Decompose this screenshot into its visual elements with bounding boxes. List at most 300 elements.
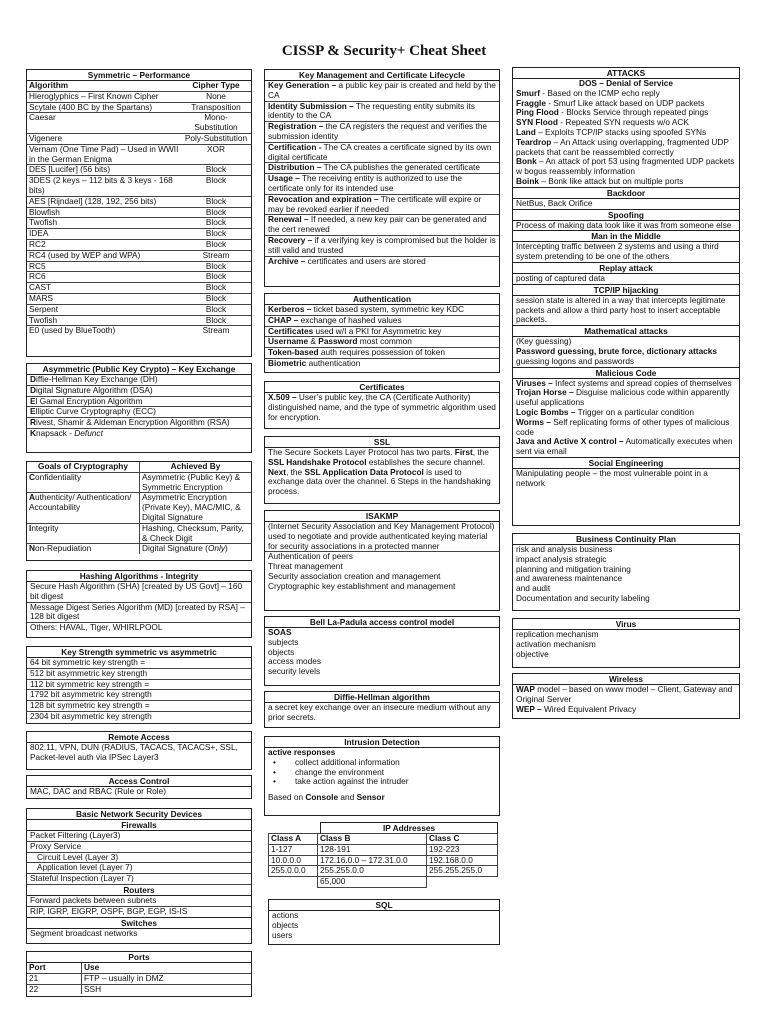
network-devices-header: Basic Network Security Devices: [27, 809, 251, 820]
isakmp-line: Threat management: [268, 561, 343, 572]
wap-term: WAP: [516, 684, 535, 694]
algorithm-name: Twofish: [29, 314, 58, 325]
cipher-type: Block: [205, 282, 227, 293]
ip-cell: 192.168.0.0: [427, 855, 498, 866]
tcpip-hijacking-subheader: TCP/IP hijacking: [513, 284, 739, 296]
x509-description: User’s public key, the CA (Certificate Authority) distinguished name, and the type of symmetric algorithm used for encryption.: [268, 392, 496, 422]
asymmetric-text: lliptic Curve Cryptography (ECC): [35, 406, 156, 417]
dos-attack-name: Land: [516, 126, 536, 137]
ssl-text-part: is used to exchange data over the channel. 6 Steps in the handshaking process.: [268, 466, 491, 497]
authentication-description: exchange of hashed values: [298, 314, 402, 325]
asymmetric-text: iffie-Hellman Key Exchange (DH): [36, 374, 158, 384]
dos-attack-description: - Repeated SYN requests w/o ACK: [557, 117, 689, 128]
symmetric-header: Symmetric – Performance: [27, 70, 251, 81]
math-attacks-bold-line: Password guessing, brute force, dictionary attacks: [516, 345, 718, 356]
lifecycle-description: if a verifying key is compromised but the holder is still valid and trusted: [268, 234, 496, 255]
active-responses-label: active responses: [268, 747, 336, 757]
attacks-box: [512, 67, 740, 526]
isakmp-header: ISAKMP: [265, 511, 499, 522]
lifecycle-step: [265, 257, 499, 267]
certificates-box: [264, 381, 500, 429]
certificates-text: [265, 393, 499, 422]
hashing-line: Secure Hash Algorithm (SHA) [created by US Govt] – 160 bit digest: [27, 582, 251, 603]
column-header-use: Use: [81, 963, 251, 973]
asymmetric-text: ivest, Shamir & Aldeman Encryption Algorithm (RSA): [36, 417, 230, 428]
sql-header: SQL: [269, 900, 499, 911]
malicious-code-description: Automatically executes when sent via email: [516, 436, 733, 457]
access-control-text: MAC, DAC and RBAC (Rule or Role): [30, 786, 167, 796]
lifecycle-description: The certificate will expire or may be revoked earlier if needed: [268, 193, 482, 214]
goal-initial: A: [29, 492, 35, 503]
ports-row: [27, 974, 251, 985]
dos-attack-description: – Bonk like attack but on multiple ports: [539, 175, 684, 186]
authentication-term: Biometric: [268, 357, 307, 368]
access-control-header: Access Control: [27, 776, 251, 787]
malicious-code-description: Self replicating forms of other types of malicious code: [516, 416, 730, 437]
wireless-header: Wireless: [513, 674, 739, 685]
cipher-type: Block: [205, 217, 227, 228]
bell-lapadula-line: security levels: [268, 666, 321, 677]
authentication-description: auth requires possession of token: [318, 347, 445, 358]
authentication-term: Password: [318, 336, 358, 347]
ip-row: [269, 877, 498, 888]
authentication-term: Certificates: [268, 325, 314, 336]
dos-attack-item: [513, 177, 739, 187]
lifecycle-description: a public key pair is created and held by the CA: [268, 80, 496, 100]
replay-subheader: Replay attack: [513, 262, 739, 274]
ssl-next: Next: [268, 466, 286, 477]
port-number: 22: [29, 983, 39, 994]
goals-table: [26, 461, 252, 561]
business-continuity-line: and audit: [516, 583, 551, 594]
goal-initial: C: [29, 471, 35, 482]
authentication-term: Username: [268, 336, 309, 347]
business-continuity-lines: [513, 545, 739, 604]
business-continuity-line: impact analysis strategic: [516, 553, 607, 564]
hashing-line: Others: HAVAL, Tiger, WHIRLPOOL: [30, 622, 163, 633]
asymmetric-initial: R: [30, 417, 36, 428]
asymmetric-text: l Gamal Encryption Algorithm: [35, 395, 143, 406]
dos-items: [513, 89, 739, 187]
algorithm-name: DES [Lucifer] (56 bits): [29, 164, 111, 175]
firewall-line: Proxy Service: [27, 842, 251, 853]
column-header-goals: Goals of Cryptography: [38, 461, 128, 471]
cipher-type: Block: [205, 271, 227, 282]
symmetric-row: [27, 113, 251, 134]
achieved-by-note: Only: [207, 543, 226, 554]
ip-cell: 128-191: [318, 844, 427, 855]
bell-lapadula-line: access modes: [268, 656, 322, 667]
mitm-text: Intercepting traffic between 2 systems and using a third system pretending to be one of the others: [516, 241, 719, 262]
ssl-first: First: [454, 447, 473, 457]
cipher-type: Block: [205, 314, 227, 325]
symmetric-row: [27, 176, 251, 197]
lifecycle-step: [265, 143, 499, 164]
spoofing-text: Process of making data look like it was from someone else: [516, 219, 732, 230]
malicious-code-name: Java and Active X control –: [516, 436, 624, 447]
sql-line: objects: [272, 919, 299, 930]
ssl-text-part: , the: [472, 447, 489, 457]
goals-row: [27, 473, 251, 494]
achieved-by-text: Digital Signature (: [142, 543, 208, 554]
malicious-code-description: Disguise malicious code within apparently useful applications: [516, 387, 730, 408]
tcpip-hijacking-text: session state is altered in a way that intercepts legitimate packets and allow a third party host to insert acceptable packets.: [516, 294, 726, 325]
key-management-header: Key Management and Certificate Lifecycle: [265, 70, 499, 81]
algorithm-name: RC4 (used by WEP and WPA): [29, 249, 141, 260]
spoofing-subheader: Spoofing: [513, 209, 739, 221]
virus-header: Virus: [513, 619, 739, 630]
authentication-description: ticket based system, symmetric key KDC: [311, 304, 464, 314]
symmetric-rows: [27, 92, 251, 336]
achieved-by-text: Asymmetric (Public Key) & Symmetric Encryption: [142, 471, 241, 492]
goals-row: [27, 544, 251, 554]
ssl-text-part: , the: [285, 466, 305, 477]
asymmetric-initial: K: [30, 427, 36, 438]
achieved-by-end: ): [225, 543, 228, 554]
goal-initial: N: [29, 543, 35, 554]
key-strength-line: 1792 bit asymmetric key strength: [27, 690, 251, 701]
ip-addresses-header: IP Addresses: [320, 822, 498, 833]
replay-text: posting of captured data: [516, 272, 606, 283]
asymmetric-text: napsack -: [36, 427, 75, 438]
lifecycle-step: [265, 102, 499, 123]
asymmetric-item: [27, 429, 251, 439]
algorithm-name: AES [Rijndael] (128, 192, 256 bits): [29, 195, 157, 206]
intrusion-detection-box: [264, 736, 500, 816]
asymmetric-initial: E: [30, 406, 36, 417]
algorithm-name: RC5: [29, 260, 46, 271]
malicious-code-item: [513, 437, 739, 457]
goals-row: [27, 493, 251, 523]
lifecycle-step: [265, 195, 499, 216]
wep-term: WEP –: [516, 703, 542, 714]
cipher-type: Block: [205, 175, 227, 186]
ip-row: [269, 866, 498, 877]
achieved-by-text: Asymmetric Encryption (Private Key), MAC/MIC, & Digital Signature: [142, 492, 241, 522]
page-title: CISSP & Security+ Cheat Sheet: [281, 43, 487, 59]
ip-cell: 255.255.255.0: [427, 866, 498, 877]
algorithm-name: Blowfish: [29, 206, 60, 217]
dos-attack-name: Fraggle: [516, 97, 546, 108]
goal: [27, 544, 139, 554]
certificates-header: Certificates: [265, 382, 499, 393]
ip-addresses-table: [268, 833, 498, 888]
dos-attack-description: - Blocks Service through repeated pings: [558, 107, 709, 118]
lifecycle-term: Revocation and expiration –: [268, 193, 379, 204]
wireless-item: [513, 685, 739, 705]
dos-attack-description: - Smurf Like attack based on UDP packets: [545, 97, 705, 108]
hashing-line: Message Digest Series Algorithm (MD) [created by RSA] – 128 bit digest: [27, 603, 251, 624]
key-strength-line: 2304 bit asymmetric key strength: [30, 710, 152, 721]
key-strength-header: Key Strength symmetric vs asymmetric: [27, 647, 251, 658]
achieved-by: [139, 524, 251, 544]
ports-table: [26, 951, 252, 997]
malicious-code-item: [513, 388, 739, 408]
lifecycle-description: the CA registers the request and verifies the submission identity: [268, 121, 488, 141]
cipher-type: Block: [205, 206, 227, 217]
goal: [27, 524, 139, 544]
key-strength-line: 112 bit symmetric key strength =: [27, 680, 251, 691]
asymmetric-list: [27, 375, 251, 439]
lifecycle-description: The requesting entity submits its identity to the CA: [268, 100, 475, 121]
ids-based-on: [265, 793, 499, 803]
firewall-line: Circuit Level (Layer 3): [27, 853, 251, 864]
ip-cell: 255.0.0.0: [269, 866, 318, 877]
ssl-text-part: establishes the secure channel.: [366, 456, 486, 467]
remote-access-header: Remote Access: [27, 732, 251, 743]
dos-attack-description: – An Attack using overlapping, fragmented UDP packets that cant be reassembled correctly: [516, 136, 729, 157]
malicious-code-description: Infect systems and spread copies of themselves: [552, 377, 732, 388]
lifecycle-description: If needed, a new key pair can be generated and the cert renewed: [268, 214, 487, 235]
math-attacks-line: (Key guessing): [516, 336, 572, 347]
malicious-code-name: Logic Bombs –: [516, 406, 576, 417]
authentication-item: [265, 359, 499, 369]
lifecycle-term: Archive –: [268, 255, 306, 266]
lifecycle-term: Renewal –: [268, 214, 309, 225]
symmetric-row: [27, 197, 251, 208]
bell-lapadula-box: [264, 616, 500, 686]
algorithm-name: CAST: [29, 282, 52, 293]
math-attacks-line: guessing logons and passwords: [516, 355, 635, 366]
dos-attack-item: [513, 157, 739, 177]
business-continuity-header: Business Continuity Plan: [513, 534, 739, 545]
isakmp-line: Security association creation and management: [268, 570, 441, 581]
asymmetric-header: Asymmetric (Public Key Crypto) – Key Exchange: [27, 364, 251, 375]
remote-access-box: [26, 731, 252, 770]
cipher-type: Block: [205, 195, 227, 206]
diffie-hellman-header: Diffie-Hellman algorithm: [265, 692, 499, 703]
algorithm-name: 3DES (2 keys – 112 bits & 3 keys - 168 bits): [29, 175, 173, 195]
asymmetric-initial: E: [30, 395, 36, 406]
cipher-type: Poly-Substitution: [184, 132, 248, 143]
hashing-box: [26, 570, 252, 638]
lifecycle-step: [265, 122, 499, 143]
achieved-by: [139, 493, 251, 522]
business-continuity-line: planning and mitigation training: [516, 563, 631, 574]
business-continuity-box: [512, 533, 740, 611]
cipher-type: Block: [205, 238, 227, 249]
ssl-application-data-protocol: SSL Application Data Protocol: [304, 466, 424, 477]
malicious-code-items: [513, 379, 739, 457]
lifecycle-term: Distribution –: [268, 162, 322, 173]
sql-line: users: [272, 929, 293, 940]
column-header-achieved-by: Achieved By: [139, 462, 251, 472]
column-header-algorithm: Algorithm: [29, 80, 69, 90]
goal: [27, 493, 139, 522]
goal-text: onfidentiality: [35, 471, 82, 482]
ip-cell: [427, 877, 498, 888]
column-header-cipher-type: Cipher Type: [192, 80, 240, 90]
firewalls-subheader: Firewalls: [27, 820, 251, 831]
intrusion-detection-header: Intrusion Detection: [265, 737, 499, 748]
asymmetric-note: Defunct: [74, 427, 103, 438]
lifecycle-step: [265, 215, 499, 236]
algorithm-name: Twofish: [29, 217, 58, 228]
lifecycle-term: Identity Submission –: [268, 100, 354, 111]
algorithm-name: Serpent: [29, 303, 59, 314]
lifecycle-description: The receiving entity is authorized to use the certificate only for its intended use: [268, 173, 463, 193]
access-control-box: [26, 775, 252, 799]
cipher-type: Mono-Substitution: [194, 112, 238, 133]
lifecycle-step: [265, 236, 499, 257]
lifecycle-step: [265, 81, 499, 102]
dos-attack-name: Smurf: [516, 87, 540, 98]
malicious-code-description: Trigger on a particular condition: [575, 406, 694, 417]
business-continuity-line: risk and analysis business: [516, 544, 613, 554]
malicious-code-name: Trojan Horse –: [516, 387, 574, 398]
ids-bullet-item: • take action against the intruder: [265, 777, 499, 787]
virus-line: objective: [516, 648, 549, 659]
ip-cell: 10.0.0.0: [269, 855, 318, 866]
authentication-header: Authentication: [265, 294, 499, 305]
column-header-port: Port: [29, 962, 46, 972]
wep-description: Wired Equivalent Privacy: [541, 703, 637, 714]
cipher-type: Stream: [202, 249, 230, 260]
symmetric-row: [27, 145, 251, 166]
remote-access-text: 802.11, VPN, DUN (RADIUS, TACACS, TACACS+, SSL, Packet-level auth via IPSec Layer3: [30, 742, 238, 762]
bell-lapadula-line: subjects: [268, 636, 299, 647]
key-strength-line: 512 bit asymmetric key strength: [27, 669, 251, 680]
algorithm-name: Scytale (400 BC by the Spartans): [29, 101, 153, 112]
cipher-type: Transposition: [191, 101, 241, 112]
wireless-item: [513, 705, 739, 715]
algorithm-name: RC6: [29, 271, 46, 282]
isakmp-intro: (Internet Security Association and Key Management Protocol) used to negotiate and provide authenticated keying material for security associations in a protected manner: [265, 522, 499, 552]
malicious-code-item: [513, 418, 739, 438]
malicious-code-subheader: Malicious Code: [513, 367, 739, 379]
switches-subheader: Switches: [27, 918, 251, 929]
algorithm-name: Caesar: [29, 112, 56, 123]
goal-text: ntegrity: [31, 522, 59, 533]
ip-row: [269, 844, 498, 855]
malicious-code-name: Worms –: [516, 416, 551, 427]
isakmp-line: Cryptographic key establishment and management: [268, 580, 456, 591]
algorithm-name: Vigenere: [29, 132, 63, 143]
router-line: Forward packets between subnets: [27, 896, 251, 907]
asymmetric-box: [26, 363, 252, 453]
authentication-description: used w/I a PKI for Asymmetric key: [313, 325, 442, 336]
business-continuity-line: and awareness maintenance: [516, 573, 623, 584]
virus-line: activation mechanism: [516, 638, 596, 649]
ip-col-class-a: Class A: [269, 834, 318, 845]
key-strength-lines: [27, 658, 251, 722]
algorithm-name: Hieroglyphics – First Known Cipher: [29, 90, 159, 101]
ssl-handshake-protocol: SSL Handshake Protocol: [268, 456, 367, 467]
ids-and: and: [338, 792, 357, 803]
goal-text: on-Repudiation: [35, 543, 92, 554]
dos-attack-item: [513, 138, 739, 158]
ip-addresses-box: [268, 822, 498, 889]
authentication-box: [264, 293, 500, 373]
cipher-type: Block: [205, 292, 227, 303]
port-use: FTP – usually in DMZ: [81, 974, 251, 984]
mitm-subheader: Man in the Middle: [513, 230, 739, 242]
goals-rows: [27, 473, 251, 554]
firewall-line: Packet Filtering (Layer3): [27, 831, 251, 842]
lifecycle-description: certificates and users are stored: [305, 255, 426, 266]
diffie-hellman-text: a secret key exchange over an insecure medium without any prior secrets.: [268, 702, 491, 722]
ip-col-class-c: Class C: [427, 834, 498, 845]
math-attacks-subheader: Mathematical attacks: [513, 325, 739, 337]
ssl-intro: The Secure Sockets Layer Protocol has two parts.: [268, 447, 453, 457]
authentication-joiner: &: [308, 336, 319, 347]
ip-header-row: [269, 834, 498, 845]
virus-box: [512, 618, 740, 668]
firewall-line: Stateful Inspection (Layer 7): [27, 874, 251, 885]
authentication-term: CHAP –: [268, 314, 299, 325]
backdoor-subheader: Backdoor: [513, 187, 739, 199]
social-engineering-subheader: Social Engineering: [513, 457, 739, 469]
ip-cell: 255.255.0.0: [318, 866, 427, 877]
lifecycle-description: The CA creates a certificate signed by its own digital certificate: [268, 141, 492, 162]
business-continuity-line: Documentation and security labeling: [516, 592, 650, 603]
key-strength-line: 128 bit symmetric key strength =: [27, 701, 251, 712]
bell-lapadula-header: Bell La-Padula access control model: [265, 617, 499, 628]
ip-col-class-b: Class B: [318, 834, 427, 845]
dos-attack-name: Ping Flood: [516, 107, 559, 118]
algorithm-name: IDEA: [29, 228, 49, 239]
dos-attack-name: Teardrop: [516, 136, 552, 147]
switch-line: Segment broadcast networks: [30, 927, 138, 938]
authentication-description: authentication: [306, 357, 361, 368]
ports-row: [27, 985, 251, 995]
cipher-type: Block: [205, 260, 227, 271]
ip-cell: 172.16.0.0 – 172.31.0.0: [318, 855, 427, 866]
ssl-box: [264, 436, 500, 504]
lifecycle-step: [265, 174, 499, 195]
backdoor-text: NetBus, Back Orifice: [516, 197, 593, 208]
ip-cell: [269, 877, 318, 888]
cipher-type: Stream: [202, 325, 230, 336]
virus-line: replication mechanism: [516, 629, 599, 639]
goals-row: [27, 524, 251, 545]
hashing-header: Hashing Algorithms - Integrity: [27, 571, 251, 582]
symmetric-row: [27, 92, 251, 103]
cipher-type: Block: [205, 164, 227, 175]
cipher-type: XOR: [207, 143, 225, 154]
sql-box: [268, 899, 500, 945]
symmetric-row: [27, 326, 251, 336]
firewall-line: Application level (Layer 7): [27, 863, 251, 874]
bell-lapadula-soas: SOAS: [268, 627, 292, 637]
isakmp-line: Authentication of peers: [268, 551, 353, 562]
dos-attack-name: SYN Flood: [516, 117, 558, 128]
lifecycle-description: The CA publishes the generated certificate: [321, 162, 480, 173]
dos-attack-name: Boink: [516, 175, 540, 186]
authentication-term: Kerberos –: [268, 304, 312, 314]
ip-cell: 65,000: [318, 877, 427, 888]
isakmp-box: [264, 510, 500, 611]
dos-attack-description: - Based on the ICMP echo reply: [539, 87, 660, 98]
wap-description: model – based on www model – Client, Gateway and Original Server: [516, 684, 733, 704]
algorithm-name: E0 (used by BlueTooth): [29, 325, 116, 336]
lifecycle-term: Certification -: [268, 141, 322, 152]
ip-row: [269, 855, 498, 866]
key-management-items: [265, 81, 499, 266]
symmetric-row: [27, 251, 251, 262]
sql-line: actions: [272, 910, 299, 920]
key-strength-box: [26, 646, 252, 724]
lifecycle-term: Recovery –: [268, 234, 313, 245]
bell-lapadula-line: objects: [268, 646, 295, 657]
ids-sensor: Sensor: [356, 792, 385, 803]
cipher-type: Block: [205, 228, 227, 239]
authentication-description: most common: [357, 336, 412, 347]
x509-term: X.509 –: [268, 392, 297, 402]
ports-header: Ports: [27, 952, 251, 963]
symmetric-row: [27, 305, 251, 316]
dos-attack-description: – An attack of port 53 using fragmented UDP packets w bogus reassembly information: [516, 156, 735, 177]
